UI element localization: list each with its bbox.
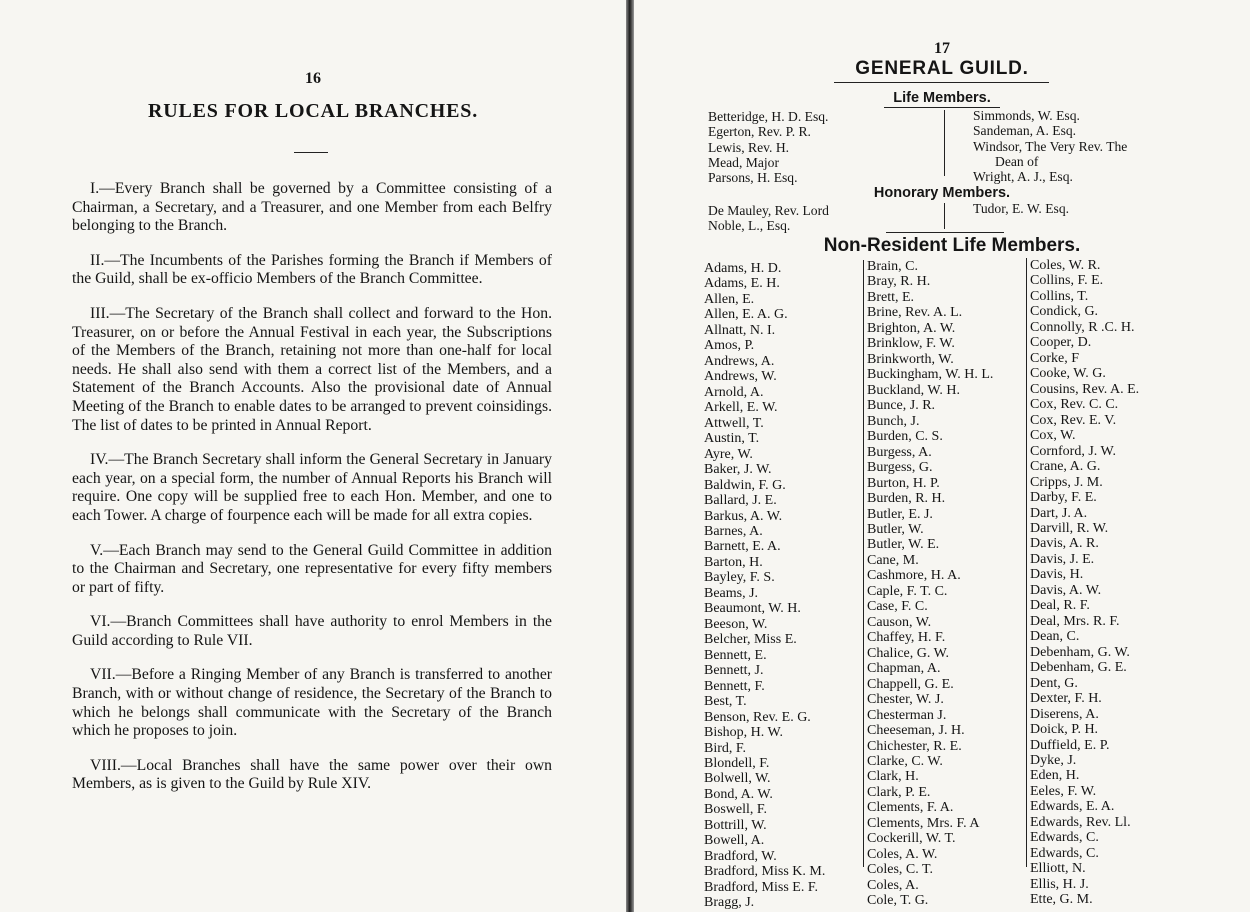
list-item: Diserens, A. bbox=[1030, 706, 1099, 722]
list-item: Austin, T. bbox=[704, 431, 760, 447]
list-item: Burgess, A. bbox=[867, 444, 932, 460]
non-resident-divider-2 bbox=[1026, 258, 1027, 867]
list-item: Bolwell, W. bbox=[704, 771, 771, 787]
list-item: Wright, A. J., Esq. bbox=[973, 169, 1073, 185]
list-item: Deal, Mrs. R. F. bbox=[1030, 613, 1120, 629]
list-item: Davis, J. E. bbox=[1030, 551, 1095, 567]
honorary-members-underline bbox=[886, 232, 1004, 233]
list-item: Barnes, A. bbox=[704, 523, 763, 539]
rules-list bbox=[72, 180, 552, 810]
life-members-right bbox=[973, 108, 1127, 185]
list-item: Ballard, J. E. bbox=[704, 493, 777, 509]
list-item: Brinkworth, W. bbox=[867, 351, 954, 367]
list-item: Egerton, Rev. P. R. bbox=[708, 124, 811, 140]
list-item: Chester, W. J. bbox=[867, 692, 944, 708]
list-item: Edwards, C. bbox=[1030, 830, 1099, 846]
title-divider bbox=[294, 152, 328, 153]
rule-4: IV.—The Branch Secretary shall inform the General Secretary in January each year, on a special form, the number of Annual Reports his Branch will require. One copy will be supplied free to each Hon. Member, and one to each Tower. A charge of fourpence each will be made for all extra copies. bbox=[72, 451, 552, 524]
page-number-right: 17 bbox=[934, 40, 950, 57]
list-item: Davis, A. R. bbox=[1030, 536, 1099, 552]
list-item: Bunch, J. bbox=[867, 413, 920, 429]
list-item: Bird, F. bbox=[704, 740, 747, 756]
list-item: Allnatt, N. I. bbox=[704, 322, 776, 338]
list-item: Brine, Rev. A. L. bbox=[867, 305, 963, 321]
list-item: Chaffey, H. F. bbox=[867, 630, 946, 646]
list-item: Ette, G. M. bbox=[1030, 892, 1093, 908]
list-item: Bottrill, W. bbox=[704, 817, 767, 833]
list-item: Attwell, T. bbox=[704, 415, 764, 431]
list-item: Cox, W. bbox=[1030, 428, 1076, 444]
list-item: Edwards, Rev. Ll. bbox=[1030, 814, 1131, 830]
list-item: Lewis, Rev. H. bbox=[708, 139, 790, 155]
list-item: Bunce, J. R. bbox=[867, 398, 936, 414]
list-item: Windsor, The Very Rev. The bbox=[973, 138, 1128, 154]
page-title-right: GENERAL GUILD. bbox=[855, 58, 1029, 79]
life-members-left bbox=[708, 109, 828, 186]
list-item: Butler, E. J. bbox=[867, 506, 933, 522]
list-item: Clarke, C. W. bbox=[867, 754, 943, 769]
list-item: Cane, M. bbox=[867, 552, 919, 568]
list-item: Dent, G. bbox=[1030, 675, 1078, 691]
list-item: Beams, J. bbox=[704, 585, 759, 601]
list-item: Brighton, A. W. bbox=[867, 320, 956, 336]
honorary-members-left bbox=[708, 203, 829, 234]
list-item: Doick, P. H. bbox=[1030, 722, 1099, 738]
list-item: Allen, E. bbox=[704, 291, 755, 307]
list-item: Collins, F. E. bbox=[1030, 273, 1104, 289]
list-item: Cornford, J. W. bbox=[1030, 443, 1116, 459]
list-item: Amos, P. bbox=[704, 338, 755, 354]
list-item: Dean, C. bbox=[1030, 629, 1080, 645]
non-resident-heading: Non-Resident Life Members. bbox=[823, 235, 1081, 256]
list-item: Coles, A. W. bbox=[867, 846, 938, 862]
list-item: Bennett, E. bbox=[704, 647, 767, 663]
list-item: Bishop, H. W. bbox=[704, 725, 783, 741]
list-item: Benson, Rev. E. G. bbox=[704, 709, 811, 725]
list-item: Cashmore, H. A. bbox=[867, 568, 961, 584]
list-item: Butler, W. E. bbox=[867, 537, 940, 553]
rule-8: VIII.—Local Branches shall have the same power over their own Members, as is given to the Guild by Rule XIV. bbox=[72, 756, 552, 793]
list-item: Bowell, A. bbox=[704, 833, 765, 849]
list-item: Brain, C. bbox=[867, 259, 918, 274]
list-item: Edwards, E. A. bbox=[1030, 799, 1115, 815]
list-item: Cousins, Rev. A. E. bbox=[1030, 381, 1140, 397]
list-item: Betteridge, H. D. Esq. bbox=[708, 109, 829, 124]
list-item: Brett, E. bbox=[867, 289, 915, 305]
list-item: Darby, F. E. bbox=[1030, 490, 1097, 506]
list-item: Chapman, A. bbox=[867, 661, 941, 677]
list-item: Case, F. C. bbox=[867, 599, 928, 615]
list-item: Elliott, N. bbox=[1030, 861, 1086, 877]
list-item: Davis, A. W. bbox=[1030, 582, 1102, 598]
non-resident-col-2 bbox=[867, 259, 993, 909]
list-item: Bradford, Miss E. F. bbox=[704, 879, 818, 895]
list-item: Belcher, Miss E. bbox=[704, 632, 797, 648]
list-item: Edwards, C. bbox=[1030, 845, 1099, 861]
list-item: Caple, F. T. C. bbox=[867, 583, 948, 599]
list-item: Corke, F bbox=[1030, 350, 1079, 366]
rule-7: VII.—Before a Ringing Member of any Branch is transferred to another Branch, with or without change of residence, the Secretary of the Branch to which he belongs shall communicate with the Secretary of the Branch which he proposes to join. bbox=[72, 666, 552, 740]
list-item: Cheeseman, J. H. bbox=[867, 723, 965, 739]
right-page bbox=[634, 0, 1250, 912]
list-item: Adams, H. D. bbox=[704, 261, 782, 276]
list-item: Andrews, W. bbox=[704, 369, 777, 385]
list-item: Clements, F. A. bbox=[867, 800, 954, 816]
rule-5: V.—Each Branch may send to the General Guild Committee in addition to the Chairman and Secretary, one representative for every fifty members or part of fifty. bbox=[72, 541, 552, 596]
list-item: Burton, H. P. bbox=[867, 475, 940, 491]
rule-6: VI.—Branch Committees shall have authority to enrol Members in the Guild according to Rule VII. bbox=[72, 613, 552, 649]
list-item: Butler, W. bbox=[867, 521, 924, 537]
list-item: Clark, H. bbox=[867, 769, 919, 785]
list-item: Buckland, W. H. bbox=[867, 382, 960, 398]
rule-3: III.—The Secretary of the Branch shall collect and forward to the Hon. Treasurer, on or before the Annual Festival in each year, the Subscriptions of the Members of the Branch, retaining not more than one-half for local needs. He shall also send with them a correct list of the Members, and a Statement of the Branch Accounts. Also the provisional date of Annual Meeting of the Branch to enable dates to be arranged to prevent coinsidings. The list of dates to be printed in Annual Report. bbox=[72, 304, 552, 434]
honorary-members-divider bbox=[944, 203, 945, 229]
list-item: Dart, J. A. bbox=[1030, 505, 1088, 521]
list-item: Bradford, Miss K. M. bbox=[704, 864, 826, 880]
rule-2: II.—The Incumbents of the Parishes forming the Branch if Members of the Guild, shall be ex-officio Members of the Branch Committee. bbox=[72, 251, 552, 288]
honorary-members-right bbox=[973, 201, 1069, 216]
list-item: Buckingham, W. H. L. bbox=[867, 367, 994, 383]
list-item: Condick, G. bbox=[1030, 304, 1099, 320]
list-item: Davis, H. bbox=[1030, 567, 1084, 583]
list-item: Clark, P. E. bbox=[867, 784, 931, 800]
list-item: Burden, R. H. bbox=[867, 491, 946, 507]
list-item: Mead, Major bbox=[708, 155, 779, 171]
list-item: Connolly, R .C. H. bbox=[1030, 319, 1135, 335]
list-item: Chappell, G. E. bbox=[867, 676, 954, 692]
list-item: Coles, C. T. bbox=[867, 862, 933, 878]
book-gutter bbox=[626, 0, 634, 912]
list-item: Dyke, J. bbox=[1030, 753, 1077, 768]
list-item: Coles, A. bbox=[867, 877, 919, 893]
list-item: Arnold, A. bbox=[704, 384, 764, 400]
list-item: Chesterman J. bbox=[867, 707, 947, 723]
list-item: Sandeman, A. Esq. bbox=[973, 123, 1077, 139]
list-item: Best, T. bbox=[704, 694, 747, 710]
list-item: Barnett, E. A. bbox=[704, 539, 781, 555]
non-resident-col-1 bbox=[704, 261, 825, 911]
list-item: Cox, Rev. C. C. bbox=[1030, 397, 1119, 413]
page-title-left: RULES FOR LOCAL BRANCHES. bbox=[147, 100, 479, 122]
list-item: Baldwin, F. G. bbox=[704, 477, 786, 493]
list-item: Causon, W. bbox=[867, 614, 932, 630]
honorary-members-heading: Honorary Members. bbox=[873, 185, 1011, 201]
non-resident-col-3 bbox=[1030, 258, 1139, 908]
list-item: Boswell, F. bbox=[704, 802, 768, 818]
list-item: Cooke, W. G. bbox=[1030, 366, 1106, 382]
list-item: Bennett, J. bbox=[704, 663, 764, 679]
list-item: Cox, Rev. E. V. bbox=[1030, 412, 1117, 428]
list-item: Adams, E. H. bbox=[704, 276, 780, 292]
list-item: Burgess, G. bbox=[867, 460, 933, 476]
list-item: Duffield, E. P. bbox=[1030, 737, 1110, 753]
list-item: Bond, A. W. bbox=[704, 786, 773, 802]
list-item: Eden, H. bbox=[1030, 768, 1080, 784]
list-item: Tudor, E. W. Esq. bbox=[973, 201, 1070, 216]
rule-1: I.—Every Branch shall be governed by a Committee consisting of a Chairman, a Secretary, and a Treasurer, and one Member from each Belfry belonging to the Branch. bbox=[72, 180, 552, 235]
list-item: Chalice, G. W. bbox=[867, 645, 950, 661]
list-item: Eeles, F. W. bbox=[1030, 783, 1097, 799]
list-item: Barkus, A. W. bbox=[704, 508, 783, 524]
list-item: Barton, H. bbox=[704, 554, 763, 570]
list-item: Coles, W. R. bbox=[1030, 258, 1101, 273]
list-item: Blondell, F. bbox=[704, 756, 770, 771]
list-item: Bray, R. H. bbox=[867, 274, 931, 290]
title-underline bbox=[834, 82, 1049, 83]
list-item: Cockerill, W. T. bbox=[867, 831, 956, 847]
list-item: Bayley, F. S. bbox=[704, 570, 775, 586]
list-item: Deal, R. F. bbox=[1030, 598, 1090, 614]
list-item: Ayre, W. bbox=[704, 446, 753, 462]
non-resident-divider-1 bbox=[863, 260, 864, 867]
list-item: Clements, Mrs. F. A bbox=[867, 815, 980, 831]
list-item: Noble, L., Esq. bbox=[708, 218, 791, 234]
list-item: Debenham, G. W. bbox=[1030, 644, 1130, 660]
list-item: Beaumont, W. H. bbox=[704, 601, 801, 617]
list-item: De Mauley, Rev. Lord bbox=[708, 203, 829, 218]
list-item: Simmonds, W. Esq. bbox=[973, 108, 1080, 123]
list-item: Dexter, F. H. bbox=[1030, 691, 1102, 707]
page-number-left: 16 bbox=[305, 70, 321, 87]
list-item: Cole, T. G. bbox=[867, 893, 929, 909]
list-item: Collins, T. bbox=[1030, 288, 1089, 304]
list-item: Baker, J. W. bbox=[704, 462, 772, 478]
list-item: Bradford, W. bbox=[704, 848, 777, 864]
list-item: Debenham, G. E. bbox=[1030, 660, 1127, 676]
list-item: Bragg, J. bbox=[704, 895, 755, 911]
list-item: Burden, C. S. bbox=[867, 429, 943, 445]
life-members-divider bbox=[944, 110, 945, 176]
list-item: Parsons, H. Esq. bbox=[708, 170, 798, 186]
list-item: Brinklow, F. W. bbox=[867, 336, 955, 352]
life-members-heading: Life Members. bbox=[893, 90, 991, 106]
list-item: Chichester, R. E. bbox=[867, 738, 962, 754]
list-item: Arkell, E. W. bbox=[704, 400, 778, 416]
list-item: Cooper, D. bbox=[1030, 335, 1092, 351]
list-item: Beeson, W. bbox=[704, 616, 768, 632]
list-item: Dean of bbox=[995, 154, 1039, 170]
list-item: Andrews, A. bbox=[704, 353, 775, 369]
list-item: Darvill, R. W. bbox=[1030, 520, 1109, 536]
list-item: Cripps, J. M. bbox=[1030, 474, 1103, 490]
list-item: Bennett, F. bbox=[704, 678, 765, 694]
list-item: Allen, E. A. G. bbox=[704, 307, 788, 323]
list-item: Ellis, H. J. bbox=[1030, 876, 1089, 892]
list-item: Crane, A. G. bbox=[1030, 459, 1101, 475]
